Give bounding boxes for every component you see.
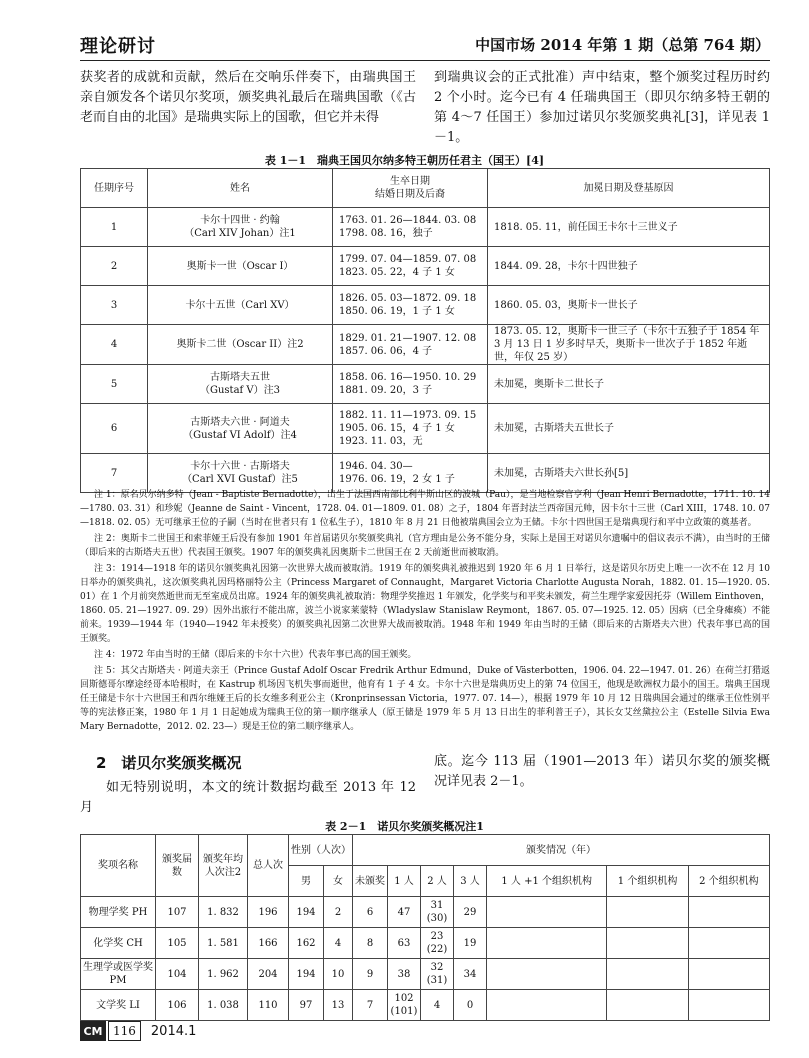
t2-cell: 文学奖 LI <box>81 990 156 1021</box>
t2-header-male: 男 <box>289 866 324 897</box>
t2-cell <box>688 928 769 959</box>
t2-cell: 2 <box>324 897 353 928</box>
t2-cell: 10 <box>324 959 353 990</box>
t1-cell: 卡尔十六世 · 古斯塔夫 （Carl XVI Gustaf）注5 <box>148 454 333 493</box>
table-row <box>81 365 770 404</box>
t1-cell: 3 <box>81 286 148 325</box>
table-row <box>81 928 770 959</box>
t2-cell: 47 <box>388 897 421 928</box>
t1-cell: 1763. 01. 26—1844. 03. 08 1798. 08. 16，独子 <box>333 208 488 247</box>
section2-right: 底。迄今 113 届（1901—2013 年）诺贝尔奖的颁奖概况详见表 2－1。 <box>434 754 770 789</box>
section-tag: 理论研讨 <box>80 36 156 57</box>
t2-cell: 1. 832 <box>199 897 248 928</box>
table-row <box>81 325 770 365</box>
t1-cell: 1829. 01. 21—1907. 12. 08 1857. 06. 06，4 子 <box>333 325 488 365</box>
t2-cell: 105 <box>156 928 199 959</box>
t1-header-name: 姓名 <box>148 169 333 208</box>
table2 <box>80 834 770 1021</box>
t2-cell: 63 <box>388 928 421 959</box>
t2-cell: 6 <box>353 897 388 928</box>
t2-cell: 7 <box>353 990 388 1021</box>
t1-cell: 5 <box>81 365 148 404</box>
t2-cell: 生理学或医学奖 PM <box>81 959 156 990</box>
t2-cell: 8 <box>353 928 388 959</box>
journal-logo: CM <box>80 1021 106 1041</box>
table-row <box>81 990 770 1021</box>
t2-cell: 1. 581 <box>199 928 248 959</box>
t1-cell: 4 <box>81 325 148 365</box>
section2-left: 如无特别说明，本文的统计数据均截至 2013 年 12 月 <box>80 780 416 815</box>
issue-label: 2014.1 <box>150 1023 197 1039</box>
t2-header-status: 颁奖情况（年） <box>353 835 770 866</box>
table1-notes <box>80 488 770 736</box>
t2-cell: 0 <box>454 990 487 1021</box>
t2-cell: 194 <box>289 959 324 990</box>
t2-cell: 4 <box>421 990 454 1021</box>
t1-header-accession: 加冕日期及登基原因 <box>488 169 770 208</box>
t1-header-order: 任期序号 <box>81 169 148 208</box>
table-row <box>81 404 770 454</box>
note: 注 1：原名贝尔纳多特（Jean - Baptiste Bernadotte），出生于法国西南部比利牛斯山区的波城（Pau），是当地检察官亨利（Jean Henri Bernadotte，1711. 10. 14—1780. 03. 31）和珍妮（Jeanne de Saint - Vincent，1728. 04. 01—1809. 01. 08）之子，1804 年晋封法兰西帝国元帅，因卡尔十三世（Carl XIII，1748. 10. 07—1818. 02. 05）无可继承王位的子嗣（当时在世者只有 1 位私生子），1810 年 8 月 21 日他被瑞典国会立为王储。卡尔十四世国王是瑞典现行和平中立政策的奠基者。 <box>80 490 770 528</box>
t2-cell: 9 <box>353 959 388 990</box>
t2-cell: 34 <box>454 959 487 990</box>
table-row <box>81 897 770 928</box>
t1-cell: 未加冕，古斯塔夫六世长孙[5] <box>488 454 770 493</box>
note: 注 2：奥斯卡二世国王和索菲娅王后没有参加 1901 年首届诺贝尔奖颁奖典礼（官方理由是公务不能分身，实际上是国王对诺贝尔遗嘱中的倡议表示不满），由当时的王储（即后来的古斯塔夫五世）代表国王颁奖。1907 年的颁奖典礼因奥斯卡二世国王在 2 天前逝世而被取消。 <box>80 534 770 558</box>
table-row <box>81 959 770 990</box>
t2-cell <box>688 897 769 928</box>
t2-cell <box>607 959 688 990</box>
t1-cell: 卡尔十四世 · 约翰 （Carl XIV Johan）注1 <box>148 208 333 247</box>
t1-cell: 1946. 04. 30— 1976. 06. 19，2 女 1 子 <box>333 454 488 493</box>
t1-cell: 奥斯卡一世（Oscar I） <box>148 247 333 286</box>
t2-header-none: 未颁奖 <box>353 866 388 897</box>
t2-cell <box>607 928 688 959</box>
section2-heading: 2 诺贝尔奖颁奖概况 <box>96 754 242 772</box>
t2-cell: 97 <box>289 990 324 1021</box>
t2-cell: 31 (30) <box>421 897 454 928</box>
table1 <box>80 168 770 493</box>
t2-cell: 4 <box>324 928 353 959</box>
t1-cell: 古斯塔夫六世 · 阿道夫 （Gustaf VI Adolf）注4 <box>148 404 333 454</box>
t1-cell: 卡尔十五世（Carl XV） <box>148 286 333 325</box>
t2-cell: 38 <box>388 959 421 990</box>
table-row <box>81 286 770 325</box>
table-row <box>81 247 770 286</box>
t2-cell: 106 <box>156 990 199 1021</box>
t2-header-sessions: 颁奖届数 <box>156 835 199 897</box>
t1-cell: 7 <box>81 454 148 493</box>
t2-cell: 化学奖 CH <box>81 928 156 959</box>
t2-cell <box>487 928 607 959</box>
journal-info: 中国市场 2014 年第 1 期（总第 764 期） <box>475 36 770 54</box>
t1-cell: 2 <box>81 247 148 286</box>
t2-cell: 13 <box>324 990 353 1021</box>
page-number: 116 <box>108 1021 141 1041</box>
t2-cell <box>607 897 688 928</box>
note: 注 3：1914—1918 年的诺贝尔颁奖典礼因第一次世界大战而被取消。1919 年的颁奖典礼被推迟到 1920 年 6 月 1 日举行，这是诺贝尔历史上唯一一次不在 12 月 10 日举办的颁奖典礼，这次颁奖典礼因玛格丽特公主（Princess Margaret of Connaught，Margaret Victoria Charlotte Augusta Norah，1882. 01. 15—1920. 05. 01）在 1 个月前突然逝世而无至室成员出席。1924 年的颁奖典礼被取消：物理学奖推迟 1 年颁发，化学奖与和平奖未颁发，荷兰生理学家爱因托芬（Willem Einthoven，1860. 05. 21—1927. 09. 29）因外出旅行不能出席，波兰小说家莱蒙特（Wladyslaw Stanislaw Reymont，1867. 05. 07—1925. 12. 05）因病（已全身瘫痪）不能前来。1939—1944 年（1940—1942 年未授奖）的颁奖典礼因第二次世界大战而被取消。1948 年和 1949 年由当时的王储（即后来的古斯塔夫六世）代表年事已高的国王颁奖。 <box>80 564 770 644</box>
t2-header-p1o1: 1 人 +1 个组织机构 <box>487 866 607 897</box>
note: 注 4：1972 年由当时的王储（即后来的卡尔十六世）代表年事已高的国王颁奖。 <box>94 650 417 660</box>
t2-cell: 29 <box>454 897 487 928</box>
page-header <box>80 30 770 61</box>
t2-cell: 204 <box>248 959 289 990</box>
note: 注 5：其父古斯塔夫 · 阿道夫亲王（Prince Gustaf Adolf Oscar Fredrik Arthur Edmund，Duke of Västerbotten，1906. 04. 22—1947. 01. 26）在荷兰打猎返回斯德哥尔摩途经哥本哈根时，在 Kastrup 机场因飞机失事而逝世，他育有 1 子 4 女。卡尔十六世是瑞典历史上的第 74 位国王，他现是欧洲权力最小的国王。瑞典王国现任王储是卡尔十六世国王和西尔维娅王后的长女维多利亚公主（Kronprinsessan Victoria，1977. 07. 14—），根据 1979 年 10 月 12 日瑞典国会通过的继承王位性别平等的宪法修正案，1980 年 1 月 1 日起她成为瑞典王位的第一顺序继承人（原王储是 1979 年 5 月 13 日出生的菲利普王子），其长女艾丝黛拉公主（Estelle Silvia Ewa Mary Bernadotte，2012. 02. 23—）现是王位的第二顺序继承人。 <box>80 666 770 732</box>
t1-cell: 1799. 07. 04—1859. 07. 08 1823. 05. 22，4 子 1 女 <box>333 247 488 286</box>
t2-cell: 物理学奖 PH <box>81 897 156 928</box>
intro-left-text: 获奖者的成就和贡献，然后在交响乐伴奏下，由瑞典国王亲自颁发各个诺贝尔奖项，颁奖典礼最后在瑞典国歌（《古老而自由的北国》是瑞典实际上的国歌，但它并未得 <box>80 70 416 125</box>
t1-cell: 1818. 05. 11，前任国王卡尔十三世义子 <box>488 208 770 247</box>
t2-cell: 104 <box>156 959 199 990</box>
t1-cell: 未加冕，奥斯卡二世长子 <box>488 365 770 404</box>
t2-header-three: 3 人 <box>454 866 487 897</box>
page-footer <box>80 1020 196 1042</box>
t2-cell <box>607 990 688 1021</box>
t2-cell: 23 (22) <box>421 928 454 959</box>
t2-cell: 166 <box>248 928 289 959</box>
t1-cell: 1873. 05. 12，奥斯卡一世三子（卡尔十五独子于 1854 年 3 月 13 日 1 岁多时早夭，奥斯卡一世次子于 1852 年逝世，年仅 25 岁） <box>488 325 770 365</box>
t2-cell <box>487 990 607 1021</box>
t2-cell: 196 <box>248 897 289 928</box>
t2-header-name: 奖项名称 <box>81 835 156 897</box>
table-row <box>81 454 770 493</box>
t2-cell: 162 <box>289 928 324 959</box>
t1-cell: 未加冕，古斯塔夫五世长子 <box>488 404 770 454</box>
t2-cell <box>688 990 769 1021</box>
t2-cell: 194 <box>289 897 324 928</box>
t2-header-o1: 1 个组织机构 <box>607 866 688 897</box>
t1-cell: 1882. 11. 11—1973. 09. 15 1905. 06. 15，4 子 1 女 1923. 11. 03，无 <box>333 404 488 454</box>
t1-cell: 1858. 06. 16—1950. 10. 29 1881. 09. 20，3 子 <box>333 365 488 404</box>
table2-caption: 表 2－1 诺贝尔奖颁奖概况注1 <box>325 820 484 833</box>
t1-cell: 1 <box>81 208 148 247</box>
t2-cell <box>688 959 769 990</box>
t2-cell: 107 <box>156 897 199 928</box>
t2-header-female: 女 <box>324 866 353 897</box>
t2-cell: 1. 038 <box>199 990 248 1021</box>
t2-cell <box>487 897 607 928</box>
intro-left-column <box>80 68 416 128</box>
t2-cell: 110 <box>248 990 289 1021</box>
t1-cell: 1844. 09. 28，卡尔十四世独子 <box>488 247 770 286</box>
t2-cell: 32 (31) <box>421 959 454 990</box>
t1-cell: 6 <box>81 404 148 454</box>
t1-cell: 1860. 05. 03，奥斯卡一世长子 <box>488 286 770 325</box>
t2-cell: 102 (101) <box>388 990 421 1021</box>
t2-cell: 19 <box>454 928 487 959</box>
t1-cell: 奥斯卡二世（Oscar II）注2 <box>148 325 333 365</box>
t2-cell: 1. 962 <box>199 959 248 990</box>
t2-header-avg: 颁奖年均 人次注2 <box>199 835 248 897</box>
t2-cell <box>487 959 607 990</box>
table-row <box>81 208 770 247</box>
intro-right-text: 到瑞典议会的正式批准）声中结束，整个颁奖过程历时约 2 个小时。迄今已有 4 任瑞典国王（即贝尔纳多特王朝的第 4～7 任国王）参加过诺贝尔奖颁奖典礼[3]，详见表 1－1。 <box>434 70 770 145</box>
t2-header-gender: 性别（人次） <box>289 835 353 866</box>
t1-header-dates: 生卒日期 结婚日期及后裔 <box>333 169 488 208</box>
t1-cell: 1826. 05. 03—1872. 09. 18 1850. 06. 19，1 子 1 女 <box>333 286 488 325</box>
intro-right-column <box>434 68 770 148</box>
t2-header-two: 2 人 <box>421 866 454 897</box>
t2-header-o2: 2 个组织机构 <box>688 866 769 897</box>
t1-cell: 古斯塔夫五世 （Gustaf V）注3 <box>148 365 333 404</box>
t2-header-one: 1 人 <box>388 866 421 897</box>
table1-caption: 表 1－1 瑞典王国贝尔纳多特王朝历任君主（国王）[4] <box>264 154 545 167</box>
t2-header-total: 总人次 <box>248 835 289 897</box>
